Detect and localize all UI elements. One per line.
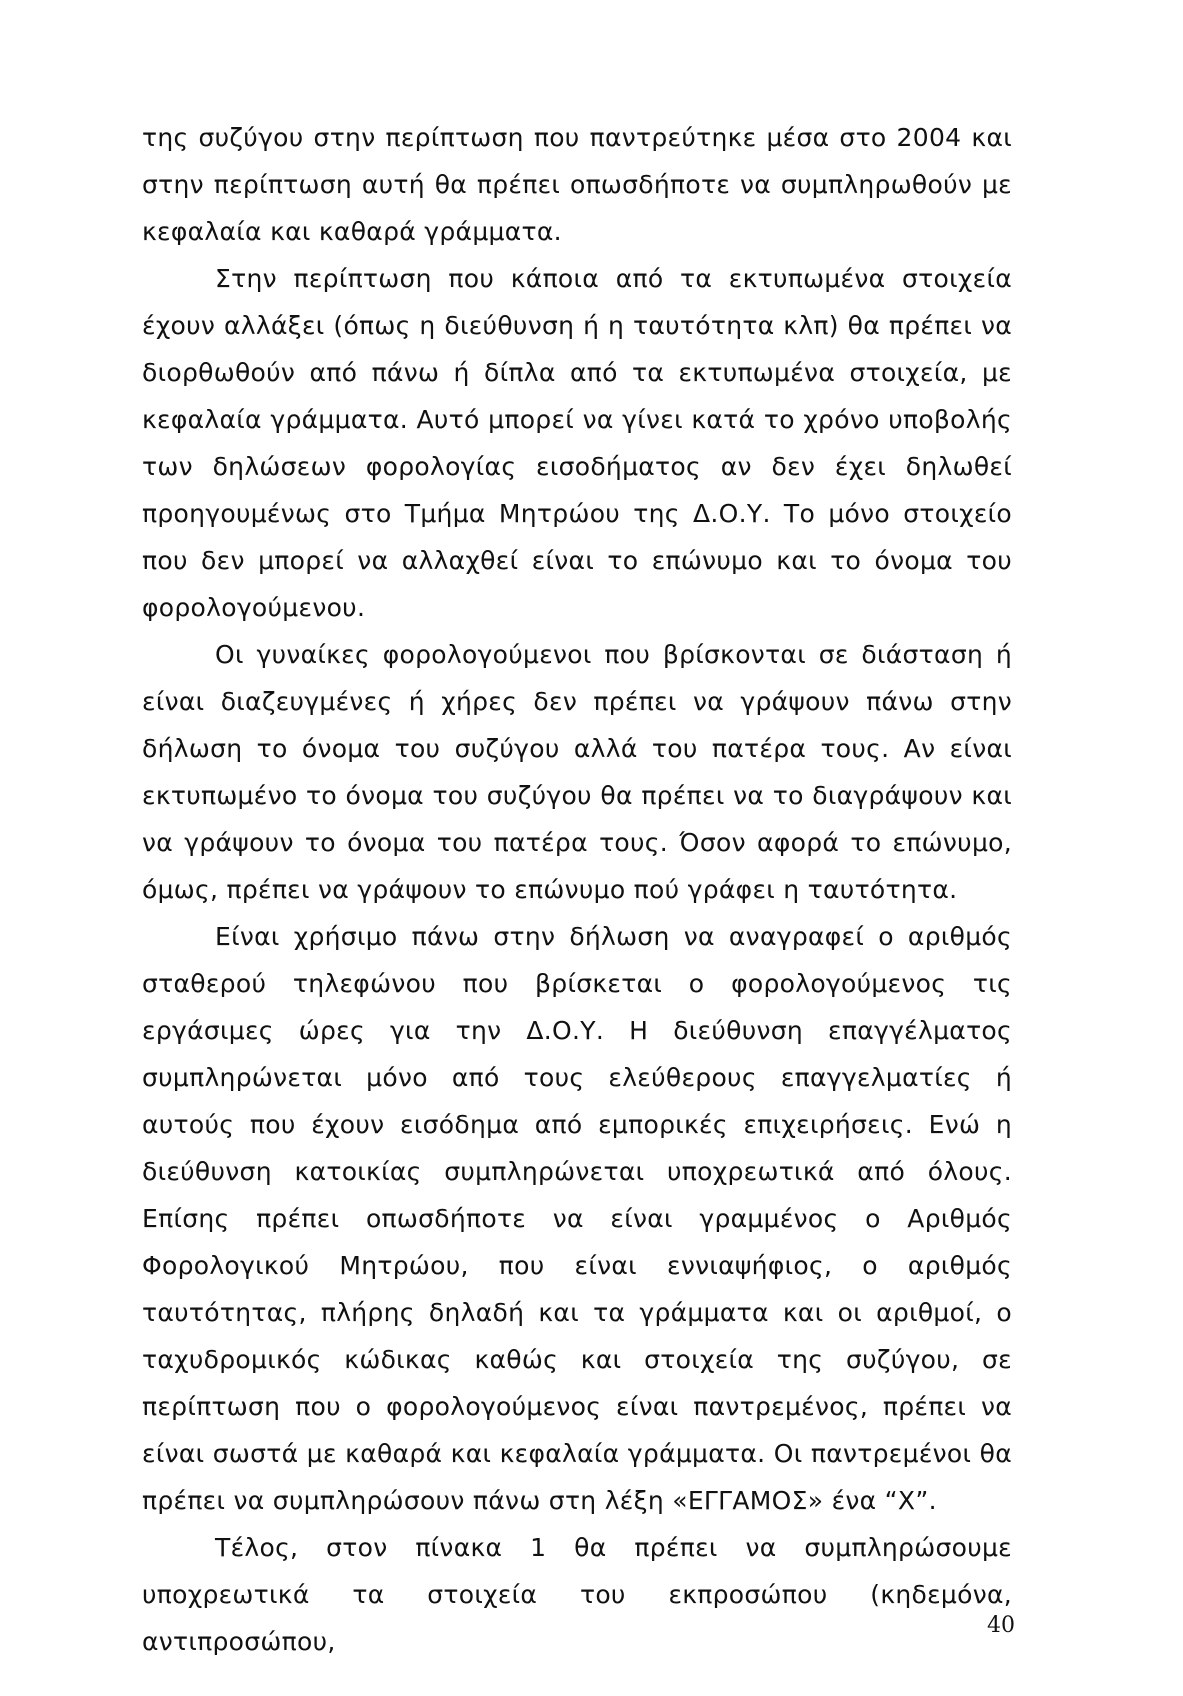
paragraph-continuation: της συζύγου στην περίπτωση που παντρεύτηκε μέσα στο 2004 και στην περίπτωση αυτή θα πρέπει οπωσδήποτε να συμπληρωθούν με κεφαλαία και καθαρά γράμματα. — [142, 123, 1012, 246]
page-number: 40 — [987, 1613, 1015, 1638]
paragraph-contact-details: Είναι χρήσιμο πάνω στην δήλωση να αναγραφεί ο αριθμός σταθερού τηλεφώνου που βρίσκεται ο φορολογούμενος τις εργάσιμες ώρες για την Δ.Ο.Υ. Η διεύθυνση επαγγέλματος συμπληρώνεται μόνο από τους ελεύθερους επαγγελματίες ή αυτούς που έχουν εισόδημα από εμπορικές επιχειρήσεις. Ενώ η διεύθυνση κατοικίας συμπληρώνεται υποχρεωτικά από όλους. Επίσης πρέπει οπωσδήποτε να είναι γραμμένος ο Αριθμός Φορολογικού Μητρώου, που είναι εννιαψήφιος, ο αριθμός ταυτότητας, πλήρης δηλαδή και τα γράμματα και οι αριθμοί, ο ταχυδρομικός κώδικας καθώς και στοιχεία της συζύγου, σε περίπτωση που ο φορολογούμενος είναι παντρεμένος, πρέπει να είναι σωστά με καθαρά και κεφαλαία γράμματα. Οι παντρεμένοι θα πρέπει να συμπληρώσουν πάνω στη λέξη «ΕΓΓΑΜΟΣ» ένα “Χ”. — [142, 922, 1012, 1515]
paragraph-corrections: Στην περίπτωση που κάποια από τα εκτυπωμένα στοιχεία έχουν αλλάξει (όπως η διεύθυνση ή η ταυτότητα κλπ) θα πρέπει να διορθωθούν από πάνω ή δίπλα από τα εκτυπωμένα στοιχεία, με κεφαλαία γράμματα. Αυτό μπορεί να γίνει κατά το χρόνο υποβολής των δηλώσεων φορολογίας εισοδήματος αν δεν έχει δηλωθεί προηγουμένως στο Τμήμα Μητρώου της Δ.Ο.Υ. Το μόνο στοιχείο που δεν μπορεί να αλλαχθεί είναι το επώνυμο και το όνομα του φορολογούμενου. — [142, 264, 1012, 622]
document-body — [142, 114, 1012, 1665]
paragraph-representative: Τέλος, στον πίνακα 1 θα πρέπει να συμπληρώσουμε υποχρεωτικά τα στοιχεία του εκπροσώπου (κηδεμόνα, αντιπροσώπου, — [142, 1533, 1012, 1656]
paragraph-women-taxpayers: Οι γυναίκες φορολογούμενοι που βρίσκονται σε διάσταση ή είναι διαζευγμένες ή χήρες δεν πρέπει να γράψουν πάνω στην δήλωση το όνομα του συζύγου αλλά του πατέρα τους. Αν είναι εκτυπωμένο το όνομα του συζύγου θα πρέπει να το διαγράψουν και να γράψουν το όνομα του πατέρα τους. Όσον αφορά το επώνυμο, όμως, πρέπει να γράψουν το επώνυμο πού γράφει η ταυτότητα. — [142, 640, 1012, 904]
